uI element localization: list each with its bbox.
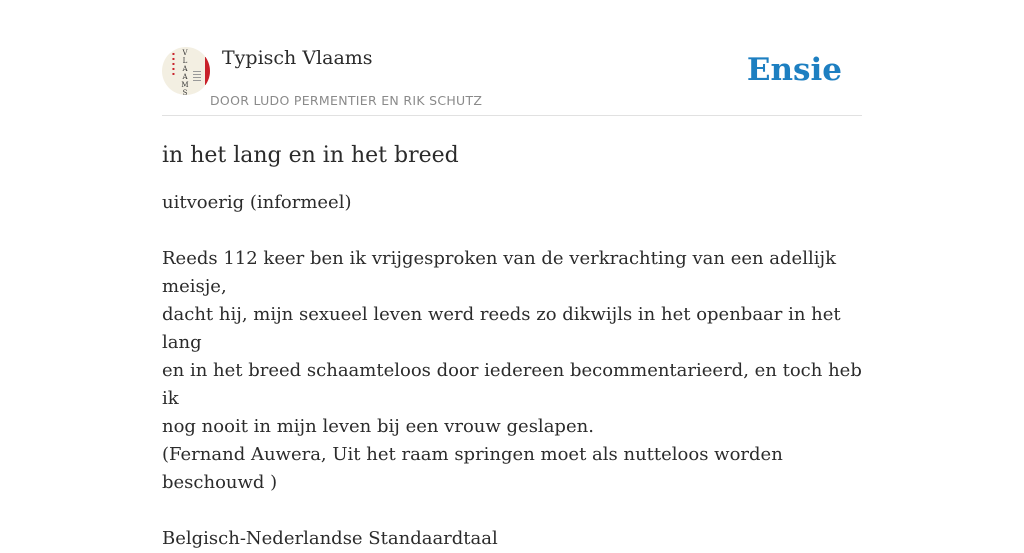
entry-example [162, 245, 862, 497]
logo-red-bar [205, 57, 210, 85]
byline: DOOR LUDO PERMENTIER EN RIK SCHUTZ [210, 93, 483, 108]
ensie-brand-link[interactable]: Ensie [746, 52, 842, 88]
example-line: en in het breed schaamteloos door iedereen becommentarieerd, en toch heb ik [162, 360, 862, 409]
entry-card [162, 40, 862, 553]
logo-red-letters: ▪ ▪ ▪ ▪ ▪ [172, 51, 175, 76]
example-line: dacht hij, mijn sexueel leven werd reeds zo dikwijls in het openbaar in het lang [162, 304, 841, 353]
logo-text-lines [193, 71, 201, 81]
typisch-vlaams-logo[interactable] [162, 47, 210, 95]
site-title-link[interactable]: Typisch Vlaams [222, 47, 373, 69]
entry-definition: uitvoerig (informeel) [162, 192, 352, 213]
entry-region: Belgisch-Nederlandse Standaardtaal [162, 528, 498, 549]
example-line: nog nooit in mijn leven bij een vrouw geslapen. [162, 416, 594, 437]
logo-letters: V L A A M S [181, 49, 189, 95]
entry-term: in het lang en in het breed [162, 143, 459, 168]
example-source: (Fernand Auwera, Uit het raam springen moet als nutteloos worden beschouwd ) [162, 444, 783, 493]
example-line: Reeds 112 keer ben ik vrijgesproken van de verkrachting van een adellijk meisje, [162, 248, 836, 297]
header [162, 40, 862, 116]
